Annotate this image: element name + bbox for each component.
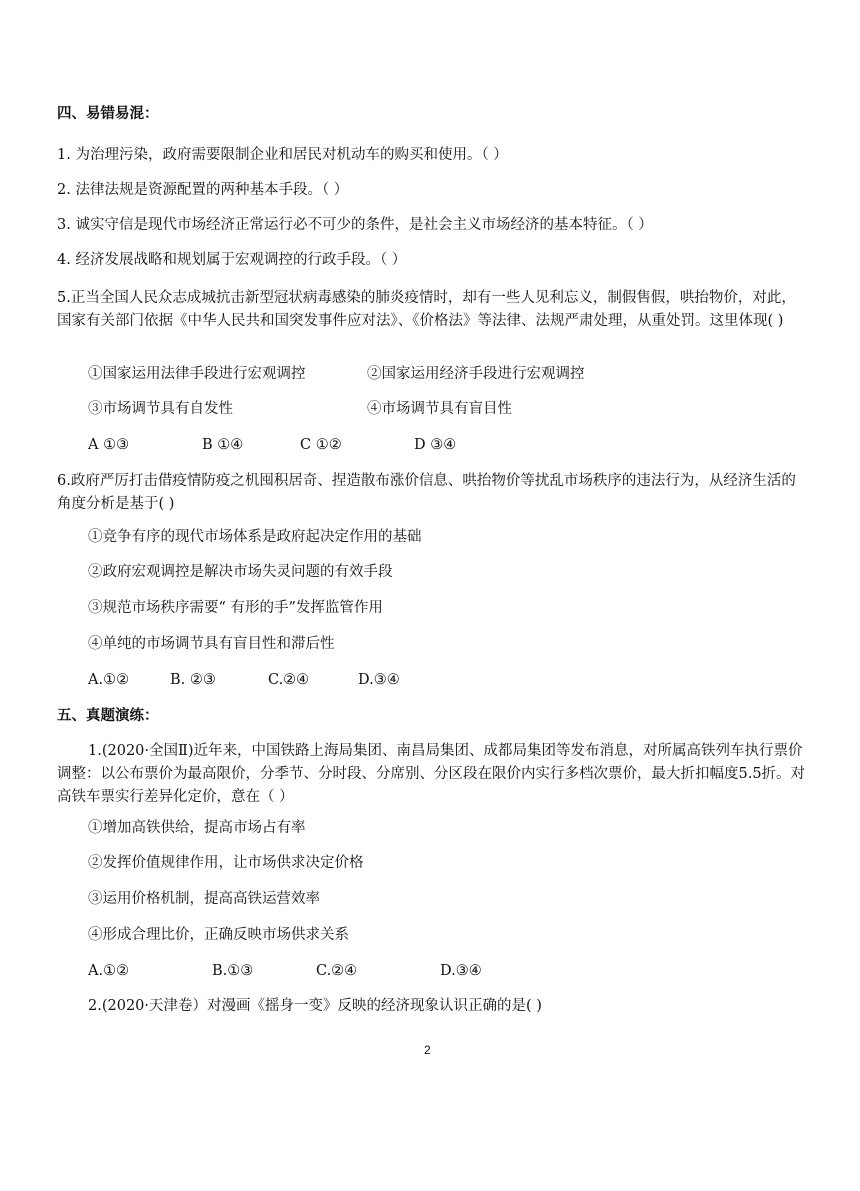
choice-a: A ①③ — [88, 437, 130, 453]
choice-b: B.①③ — [212, 963, 254, 979]
choice-c: C ①② — [300, 437, 342, 453]
section-heading-5: 五、真题演练： — [57, 708, 159, 724]
choice-b: B ①④ — [202, 437, 244, 453]
question-6-stem: 6.政府严厉打击借疫情防疫之机囤积居奇、捏造散布涨价信息、哄抬物价等扰乱市场秩序的违法行为，从经济生活的角度分析是基于( ) — [57, 473, 796, 512]
choice-a: A.①② — [88, 963, 130, 979]
question-1-stem: 1.(2020·全国Ⅱ)近年来，中国铁路上海局集团、南昌局集团、成都局集团等发布消息，对所属高铁列车执行票价调整：以公布票价为最高限价，分季节、分时段、分席别、分区段在限价内实行多档次票价，最大折扣幅度5.5折。对高铁车票实行差异化定价，意在（ ） — [57, 743, 806, 805]
section-heading-4: 四、易错易混： — [57, 106, 159, 122]
question-2-stem: 2.(2020·天津卷）对漫画《摇身一变》反映的经济现象认识正确的是( ) — [88, 998, 542, 1014]
statement-1: ①国家运用法律手段进行宏观调控 — [88, 366, 306, 382]
page-number: 2 — [424, 1043, 431, 1057]
list-item: 2. 法律法规是资源配置的两种基本手段。（ ） — [57, 182, 349, 198]
statement-4: ④市场调节具有盲目性 — [367, 401, 512, 417]
choice-a: A.①② — [88, 672, 130, 688]
statement-3: ③市场调节具有自发性 — [88, 401, 233, 417]
statement-4: ④单纯的市场调节具有盲目性和滞后性 — [88, 636, 335, 652]
choice-d: D ③④ — [414, 437, 457, 453]
list-item: 4. 经济发展战略和规划属于宏观调控的行政手段。（ ） — [57, 252, 407, 268]
question-5-stem: 5.正当全国人民众志成城抗击新型冠状病毒感染的肺炎疫情时，却有一些人见利忘义，制假售假，哄抬物价，对此，国家有关部门依据《中华人民共和国突发事件应对法》、《价格法》等法律、法规严肃处理，从重处罚。这里体现( ) — [57, 290, 796, 329]
choice-d: D.③④ — [358, 672, 400, 688]
choice-c: C.②④ — [268, 672, 310, 688]
statement-4: ④形成合理比价，正确反映市场供求关系 — [88, 927, 349, 943]
choice-b: B. ②③ — [170, 672, 216, 688]
statement-2: ②国家运用经济手段进行宏观调控 — [367, 366, 585, 382]
choice-d: D.③④ — [440, 963, 482, 979]
list-item: 3. 诚实守信是现代市场经济正常运行必不可少的条件，是社会主义市场经济的基本特征。（ ） — [57, 217, 653, 233]
statement-3: ③运用价格机制，提高高铁运营效率 — [88, 891, 320, 907]
statement-1: ①竞争有序的现代市场体系是政府起决定作用的基础 — [88, 529, 422, 545]
statement-2: ②政府宏观调控是解决市场失灵问题的有效手段 — [88, 564, 393, 580]
list-item: 1. 为治理污染，政府需要限制企业和居民对机动车的购买和使用。（ ） — [57, 147, 508, 163]
choice-c: C.②④ — [316, 963, 358, 979]
statement-3: ③规范市场秩序需要“ 有形的手”发挥监管作用 — [88, 600, 383, 616]
statement-1: ①增加高铁供给，提高市场占有率 — [88, 820, 306, 836]
statement-2: ②发挥价值规律作用，让市场供求决定价格 — [88, 855, 364, 871]
